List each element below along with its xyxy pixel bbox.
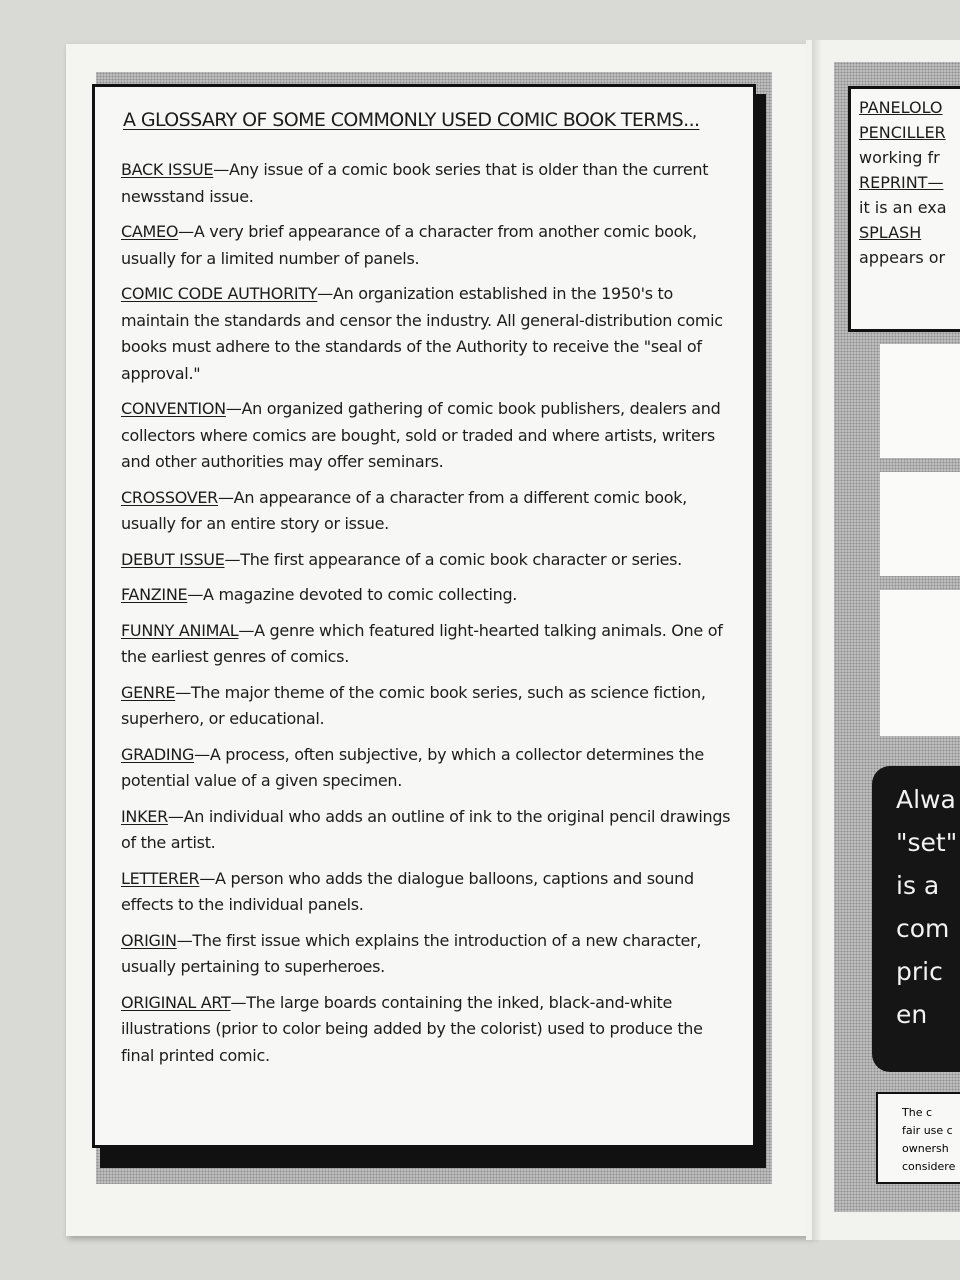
- glossary-definition: —The first appearance of a comic book character or series.: [224, 549, 682, 569]
- glossary-definition: —An appearance of a character from a different comic book, usually for an entire story or issue.: [121, 487, 687, 533]
- glossary-entry: [121, 804, 739, 857]
- glossary-entry: [121, 157, 739, 210]
- callout-line: pric: [896, 957, 943, 986]
- glossary-term: FANZINE: [121, 585, 188, 604]
- glossary-definition: —The large boards containing the inked, black-and-white illustrations (prior to color being added by the colorist) used to produce the final printed comic.: [121, 992, 703, 1065]
- glossary-term: ORIGINAL ART: [121, 992, 231, 1012]
- callout-line: is a: [896, 871, 940, 900]
- binding-crease: [812, 40, 822, 1240]
- glossary-term: DEBUT ISSUE: [121, 549, 225, 569]
- fine-print-line: ownersh: [902, 1142, 949, 1155]
- callout-line: "set": [896, 828, 958, 857]
- glossary-definition: —A process, often subjective, by which a collector determines the potential value of a given specimen.: [121, 744, 704, 790]
- glossary-entry: [121, 742, 739, 795]
- glossary-entry: [121, 219, 739, 272]
- glossary-definition: —The first issue which explains the introduction of a new character, usually pertaining to superheroes.: [121, 930, 702, 976]
- glossary-definition: —An organized gathering of comic book publishers, dealers and collectors where comics are bought, sold or traded and where artists, writers and other authorities may offer seminars.: [121, 399, 721, 471]
- right-term-line: PANELOLO: [859, 98, 943, 117]
- glossary-box: [92, 84, 756, 1148]
- glossary-definition: —Any issue of a comic book series that is older than the current newsstand issue.: [121, 160, 709, 206]
- right-term-line: it is an exa: [859, 198, 947, 217]
- glossary-entry: [121, 928, 739, 981]
- callout-line: Alwa: [896, 785, 956, 814]
- callout-line: en: [896, 1000, 928, 1029]
- glossary-term: LETTERER: [121, 868, 200, 888]
- right-blank-panel: [880, 590, 960, 736]
- glossary-term: COMIC CODE AUTHORITY: [121, 284, 318, 303]
- glossary-definition: —A person who adds the dialogue balloons, captions and sound effects to the individual panels.: [121, 868, 694, 914]
- fine-print-line: The c: [902, 1106, 933, 1119]
- glossary-list: [121, 157, 739, 1069]
- glossary-definition: —The major theme of the comic book series, such as science fiction, superhero, or educational.: [121, 682, 706, 728]
- glossary-definition: —A genre which featured light-hearted talking animals. One of the earliest genres of comics.: [121, 620, 723, 666]
- glossary-entry: [121, 990, 739, 1070]
- glossary-definition: —An individual who adds an outline of ink to the original pencil drawings of the artist.: [121, 806, 731, 852]
- glossary-term: CONVENTION: [121, 399, 226, 418]
- glossary-term: CROSSOVER: [121, 487, 218, 507]
- right-blank-panel: [880, 472, 960, 576]
- right-callout-box: [872, 766, 960, 1072]
- glossary-term: FUNNY ANIMAL: [121, 620, 239, 640]
- glossary-entry: [121, 547, 739, 574]
- glossary-term: CAMEO: [121, 222, 179, 241]
- right-term-line: SPLASH: [859, 223, 922, 242]
- glossary-entry: [121, 866, 739, 919]
- glossary-term: BACK ISSUE: [121, 160, 214, 179]
- glossary-entry: [121, 680, 739, 733]
- right-term-line: working fr: [859, 148, 940, 167]
- glossary-entry: [121, 281, 739, 387]
- glossary-entry: [121, 396, 739, 476]
- glossary-term: INKER: [121, 806, 168, 826]
- right-term-line: appears or: [859, 248, 946, 267]
- glossary-title: A GLOSSARY OF SOME COMMONLY USED COMIC BOOK TERMS...: [123, 109, 700, 131]
- right-term-line: PENCILLER: [859, 123, 946, 142]
- glossary-term: GENRE: [121, 682, 176, 702]
- fine-print-line: fair use c: [902, 1124, 953, 1137]
- glossary-definition: —A very brief appearance of a character from another comic book, usually for a limited number of panels.: [121, 222, 697, 268]
- right-terms-box: [848, 86, 960, 332]
- glossary-entry: [121, 618, 739, 671]
- callout-line: com: [896, 914, 950, 943]
- glossary-definition: —An organization established in the 1950's to maintain the standards and censor the industry. All general-distribution comic books must adhere to the standards of the Authority to receive the "seal of approval.": [121, 284, 723, 383]
- right-fine-print-box: [876, 1092, 960, 1184]
- right-blank-panel: [880, 344, 960, 458]
- right-term-line: REPRINT—: [859, 173, 944, 192]
- glossary-term: ORIGIN: [121, 930, 177, 950]
- fine-print-line: considere: [902, 1160, 956, 1173]
- glossary-entry: [121, 582, 739, 609]
- glossary-definition: —A magazine devoted to comic collecting.: [187, 585, 518, 604]
- glossary-entry: [121, 485, 739, 538]
- glossary-term: GRADING: [121, 744, 195, 764]
